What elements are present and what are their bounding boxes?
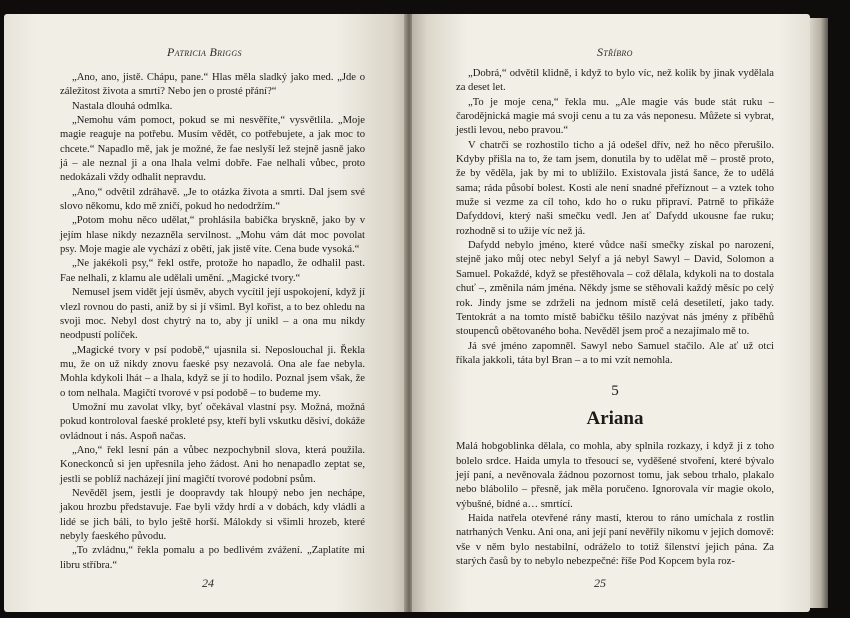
paragraph: „Magické tvory v psí podobě,“ ujasnila si. Neposlouchal ji. Řekla mu, že on už nikdy znovu faeské psy nezavolá. Ona ale fae nebyla. Mohla kdykoli lhát – a lhala, když se jí to hodilo. Poznal jsem však, že o tom nelhala. Magičtí tvorové v psí podobě – to budeme my. [60,344,365,399]
paragraph: „Ano,“ odvětil zdráhavě. „Je to otázka života a smrti. Dal jsem své slovo někomu, kdo mě zničí, pokud ho nedodržím.“ [60,186,365,213]
paragraph: „Ano, ano, jistě. Chápu, pane.“ Hlas měla sladký jako med. „Jde o záležitost života a smrti? Nebo jen o prosté přání?“ [60,72,365,98]
paragraph: „Potom mohu něco udělat,“ prohlásila babička bryskně, jako by v jejím hlase nikdy nezazněla servilnost. „Mohu vám dát moc povolat psy. Moje magie ale vychází z obětí, jak jistě víte. Cena bude vysoká.“ [60,215,365,256]
chapter-title: Ariana [586,408,644,430]
paragraph: V chatrči se rozhostilo ticho a já odešel dřív, než ho něco přerušilo. Kdyby přišla na to, že tam jsem, donutila by to udělat mě – prostě proto, že by věděla, jak by mi to ublížilo. Existovala jistá šance, že to udělá sama; ráda působí bolest. Kosti ale není snadné přeříznout – a vztek toho muže si vezme za cíl toho, kdo ho o ruku připraví. Patrně to přikáže Dafyddovi, který naši smečku vedl. Jen ať Dafydd ukousne fae ruku; rozhodně si to užije víc než já. [456,139,774,237]
left-page-text [60,71,365,573]
right-page-number: 25 [594,576,606,590]
paragraph: „Nemohu vám pomoct, pokud se mi nesvěříte,“ vysvětlila. „Moje magie reaguje na potřebu. Musím vědět, co potřebujete, a jak moc to chcete.“ Napadlo mě, jak je možné, že fae neslyší lež stejně jasně jako já – ale neznal ji a ona lhala velmi dobře. Fae nelhali vůbec, proto nedokázali vždy odhalit nepravdu. [60,115,365,184]
chapter-paragraphs [456,440,774,569]
paragraph: Dafydd nebylo jméno, které vůdce naší smečky získal po narození, stejně jako můj otec nebyl Selyf a já nebyl Sawyl – David, Solomon a Samuel. Pokaždé, když se přestěhovala – což dělala, kdykoli na to dostala chuť –, změnila nám jména. Někdy jsme se stěhovali každý měsíc po celý rok. Jindy jsme se zdrželi na jednom místě celá desetiletí, jako tady. Tentokrát a na tomto místě babičku těšilo nazývat nás jmény z příběhů stoupenců obětovaného boha. Nevěděl jsem proč a nezajímalo mě to. [456,240,774,338]
paragraph: Nemusel jsem vidět její úsměv, abych vycítil její uspokojení, když jí vlezl rovnou do pasti, aniž by si jí všiml. Byl kořist, a to bez ohledu na svoji moc. Nebyl dost chytrý na to, aby jí unikl – a ona mu nikdy neodpustí políček. [60,287,365,342]
paragraph: Malá hobgoblinka dělala, co mohla, aby splnila rozkazy, i když ji z toho bolelo srdce. Haida umyla to třesoucí se, vyděšené stvoření, které bývalo její paní, a nevěnovala žádnou pozornost tomu, jak sebou trhalo, plakalo nebo blábolilo – přesně, jak měla poručeno. Ignorovala vír magie okolo, výbušné, bídné a… smrtící. [456,441,774,510]
chapter-number: 5 [611,383,619,400]
paragraph: Já své jméno zapomněl. Sawyl nebo Samuel stačilo. Ale ať už otci říkala jakkoli, táta byl Bran – a to mi vzít nemohla. [456,340,774,366]
book-page-edges [810,18,828,608]
paragraph: Nastala dlouhá odmlka. [72,100,173,112]
paragraph: „To zvládnu,“ řekla pomalu a po bedlivém zvážení. „Zaplatíte mi libru stříbra.“ [60,545,365,571]
right-page [412,14,810,612]
left-running-header: Patricia Briggs [167,45,242,59]
paragraph: Nevěděl jsem, jestli je doopravdy tak hloupý nebo jen nechápe, jakou hrozbu představuje. Fae byli vždy hrdí a v dobách, kdy vládli a lidé se jich báli, to bylo ještě horší. Málokdy si všimli hrozeb, které nebyly faeského původu. [60,487,365,542]
right-page-paragraphs [456,67,774,368]
paragraph: „Dobrá,“ odvětil klidně, i když to bylo víc, než kolik by jinak vydělala za deset let. [456,68,774,94]
paragraph: „To je moje cena,“ řekla mu. „Ale magie vás bude stát ruku – čarodějnická magie má svoji cenu a tu za vás neponesu. Můžete si vybrat, jestli levou, nebo pravou.“ [456,96,774,137]
paragraph: Umožní mu zavolat vlky, byť očekával vlastní psy. Možná, možná pokud kontroloval faeské prokleté psy, kteří byli vskutku děsiví, dokáže ovládnout i nás. Aspoň načas. [60,401,365,442]
left-page-number: 24 [202,576,214,590]
left-page [4,14,408,612]
right-page-text [456,67,774,569]
paragraph: Haida natřela otevřené rány mastí, kterou to ráno umíchala z rostlin natrhaných Venku. Ani ona, ani její paní nevěřily nikomu v jejich domově: vše v něm bylo nestabilní, odráželo to totiž šílenství jejich pána. Za starých časů by to nebylo nebezpečné: říše Pod Kopcem byla roz- [456,512,774,567]
right-running-header: Stříbro [597,45,633,59]
paragraph: „Ne jakékoli psy,“ řekl ostře, protože ho napadlo, že odhalil past. Fae nelhali, z klamu ale udělali umění. „Magické tvory.“ [60,258,365,284]
paragraph: „Ano,“ řekl lesní pán a vůbec nezpochybnil slova, která použila. Koneckonců si jen upřesnila jeho žádost. Ani ho nenapadlo zeptat se, jestli se poblíž nacházejí jiní magičtí tvorové podobní psům. [60,444,365,485]
